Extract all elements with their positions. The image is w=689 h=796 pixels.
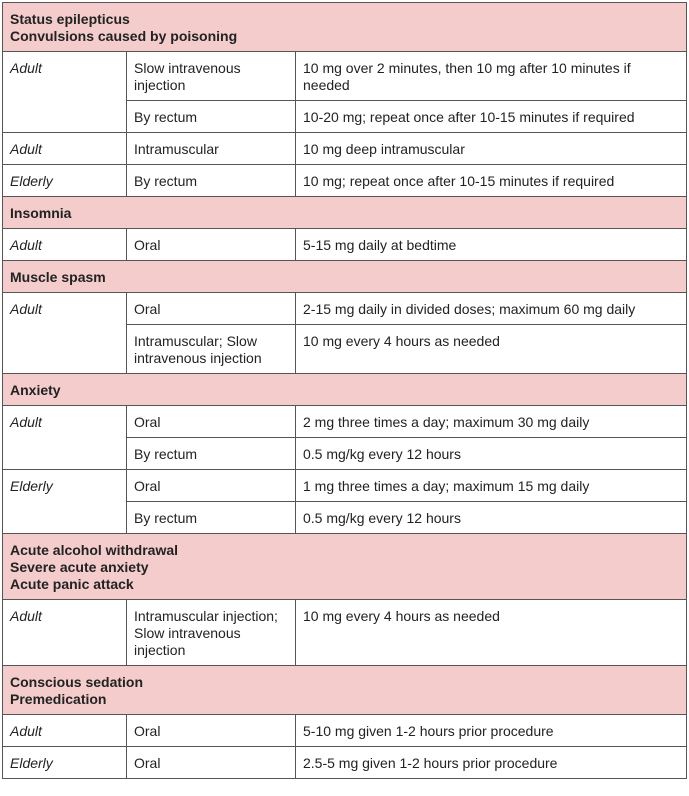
- dosage-table: [2, 2, 687, 779]
- population-cell: Adult: [3, 600, 127, 666]
- dose-cell: 10 mg; repeat once after 10-15 minutes if required: [296, 165, 687, 197]
- population-cell: Adult: [3, 229, 127, 261]
- population-cell: Adult: [3, 52, 127, 133]
- route-cell: Intramuscular: [127, 133, 296, 165]
- route-cell: Intramuscular injection; Slow intravenous injection: [127, 600, 296, 666]
- section-header-line: Status epilepticus: [10, 11, 130, 27]
- route-cell: Oral: [127, 470, 296, 502]
- section-header-line: Muscle spasm: [10, 269, 106, 285]
- route-cell: By rectum: [127, 101, 296, 133]
- table-row: [3, 165, 687, 197]
- dose-cell: 10-20 mg; repeat once after 10-15 minutes if required: [296, 101, 687, 133]
- route-cell: Slow intravenous injection: [127, 52, 296, 101]
- table-row: [3, 229, 687, 261]
- table-row: [3, 133, 687, 165]
- table-row: [3, 747, 687, 779]
- route-cell: Oral: [127, 229, 296, 261]
- route-cell: Oral: [127, 747, 296, 779]
- population-cell: Elderly: [3, 470, 127, 534]
- route-cell: Intramuscular; Slow intravenous injection: [127, 325, 296, 374]
- population-cell: Adult: [3, 715, 127, 747]
- table-row: [3, 470, 687, 502]
- section-header-line: Premedication: [10, 691, 107, 707]
- dose-cell: 5-10 mg given 1-2 hours prior procedure: [296, 715, 687, 747]
- section-header-line: Insomnia: [10, 205, 72, 221]
- dose-cell: 2.5-5 mg given 1-2 hours prior procedure: [296, 747, 687, 779]
- route-cell: By rectum: [127, 165, 296, 197]
- dose-cell: 0.5 mg/kg every 12 hours: [296, 502, 687, 534]
- population-cell: Adult: [3, 133, 127, 165]
- dose-cell: 2-15 mg daily in divided doses; maximum 60 mg daily: [296, 293, 687, 325]
- route-cell: Oral: [127, 715, 296, 747]
- section-header-line: Conscious sedation: [10, 674, 144, 690]
- section-header-row: [3, 3, 687, 52]
- dose-cell: 5-15 mg daily at bedtime: [296, 229, 687, 261]
- section-header: [3, 261, 687, 293]
- section-header: [3, 197, 687, 229]
- section-header-line: Anxiety: [10, 382, 61, 398]
- section-header-row: [3, 261, 687, 293]
- route-cell: Oral: [127, 406, 296, 438]
- section-header-row: [3, 666, 687, 715]
- section-header-line: Severe acute anxiety: [10, 559, 149, 575]
- section-header: [3, 3, 687, 52]
- table-row: [3, 52, 687, 101]
- population-cell: Elderly: [3, 747, 127, 779]
- section-header: [3, 534, 687, 600]
- section-header-line: Acute alcohol withdrawal: [10, 542, 179, 558]
- population-cell: Elderly: [3, 165, 127, 197]
- dosage-table-body: [3, 3, 687, 779]
- dose-cell: 1 mg three times a day; maximum 15 mg daily: [296, 470, 687, 502]
- dose-cell: 10 mg every 4 hours as needed: [296, 325, 687, 374]
- section-header: [3, 666, 687, 715]
- route-cell: By rectum: [127, 438, 296, 470]
- dose-cell: 10 mg over 2 minutes, then 10 mg after 10 minutes if needed: [296, 52, 687, 101]
- population-cell: Adult: [3, 406, 127, 470]
- dose-cell: 0.5 mg/kg every 12 hours: [296, 438, 687, 470]
- table-row: [3, 406, 687, 438]
- section-header-row: [3, 197, 687, 229]
- section-header-row: [3, 534, 687, 600]
- section-header: [3, 374, 687, 406]
- population-cell: Adult: [3, 293, 127, 374]
- dose-cell: 2 mg three times a day; maximum 30 mg daily: [296, 406, 687, 438]
- dose-cell: 10 mg every 4 hours as needed: [296, 600, 687, 666]
- table-row: [3, 715, 687, 747]
- section-header-line: Acute panic attack: [10, 576, 134, 592]
- section-header-row: [3, 374, 687, 406]
- route-cell: By rectum: [127, 502, 296, 534]
- table-row: [3, 293, 687, 325]
- table-row: [3, 600, 687, 666]
- dose-cell: 10 mg deep intramuscular: [296, 133, 687, 165]
- section-header-line: Convulsions caused by poisoning: [10, 28, 238, 44]
- route-cell: Oral: [127, 293, 296, 325]
